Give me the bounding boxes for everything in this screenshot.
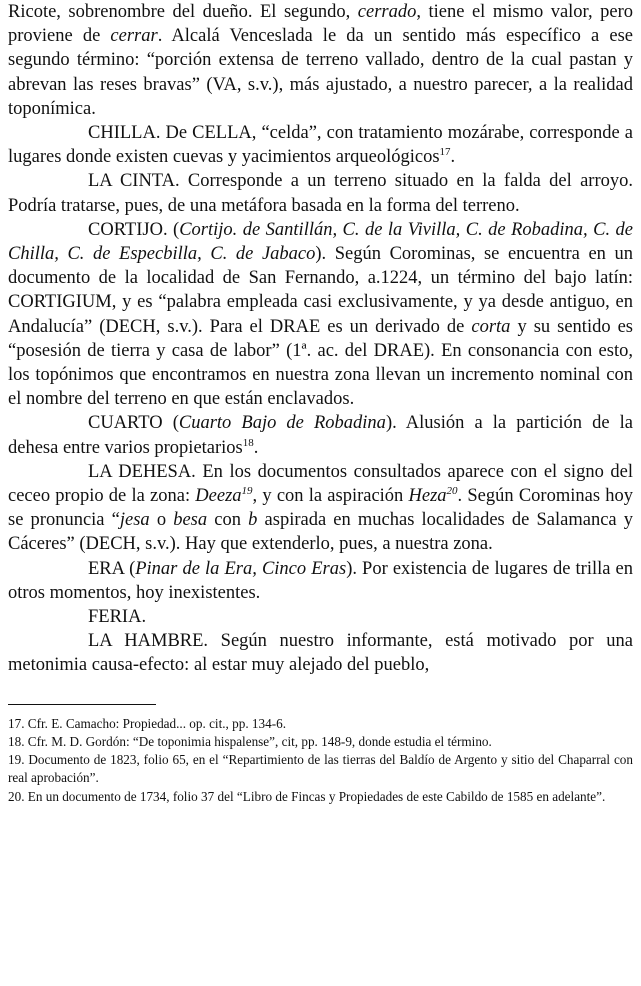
italic-text: Heza [408,486,447,507]
text-run: . [450,147,456,168]
text-run: FERIA. [88,607,147,628]
body-paragraph [8,121,633,169]
body-paragraph [8,460,633,557]
footnote-divider [8,704,156,705]
italic-text: corta [471,316,511,337]
text-run: . [253,437,259,458]
body-paragraph [8,605,633,629]
footnote-reference: 20 [446,484,458,497]
text-run: ERA ( [88,558,136,579]
text-run: . Alcalá Venceslada le da un sentido más específico a ese segundo término: “porción extensa de terreno vallado, dentro de la cual pastan y abrevan las reses bravas” (VA, s.v.), más ajustado, a nuestro parecer, a la realidad toponímica. [8,26,633,119]
italic-text: cerrar [110,26,158,47]
footnote-reference: 17 [439,146,451,159]
text-run: LA DEHESA. En los documentos consultados aparece con el signo del ceceo propio de la zona: [8,461,633,507]
text-run: CORTIJO. ( [88,219,180,240]
document-page [8,0,633,806]
text-run: , y con la aspiración [252,486,409,507]
body-paragraph [8,411,633,459]
italic-text: cerrado [357,2,417,22]
body-paragraph [8,629,633,677]
italic-text: b [248,510,258,531]
footnote: 19. Documento de 1823, folio 65, en el “Repartimiento de las tierras del Baldío de Argento y sitio del Chaparral con real aprobación”. [8,752,633,786]
text-run: . Según Corominas hoy se pronuncia “ [8,486,633,531]
body-text [8,0,633,678]
italic-text: Cuarto Bajo de Robadina [178,413,386,434]
text-run: ). Alusión a la partición de la dehesa entre varios propietarios [8,413,633,458]
text-run: CUARTO ( [88,413,179,434]
italic-text: besa [173,510,208,531]
text-run: con [207,510,249,531]
footnote: 17. Cfr. E. Camacho: Propiedad... op. cit., pp. 134-6. [8,715,286,731]
text-run: Ricote, sobrenombre del dueño. El segundo, [8,2,358,22]
footnote: 20. En un documento de 1734, folio 37 del “Libro de Fincas y Propiedades de este Cabildo de 1585 en adelante”. [8,788,606,804]
text-run: , tiene el mismo valor, pero proviene de [8,2,633,47]
text-run: LA HAMBRE. Según nuestro informante, está motivado por una metonimia causa-efecto: al estar muy alejado del pueblo, [8,631,633,676]
footnote-reference: 19 [241,484,253,497]
italic-text: Cortijo. de Santillán, C. de la Vivilla, C. de Robadina, C. de Chilla, C. de Especbilla, C. de Jabaco [8,219,634,265]
italic-text: jesa [119,510,150,531]
body-paragraph [8,0,633,121]
text-run: LA CINTA. Corresponde a un terreno situado en la falda del arroyo. Podría tratarse, pues, de una metáfora basada en la forma del terreno. [8,171,633,216]
body-paragraph [8,169,633,217]
text-run: ). Por existencia de lugares de trilla en otros momentos, hoy inexistentes. [8,558,633,603]
footnote: 18. Cfr. M. D. Gordón: “De toponimia hispalense”, cit, pp. 148-9, donde estudia el término. [8,733,492,749]
text-run: y su sentido es “posesión de tierra y casa de labor” (1ª. ac. del DRAE). En consonancia con esto, los topónimos que encontramos en nuestra zona llevan un incremento nominal con el nombre del terreno en que están enclavados. [8,316,633,410]
body-paragraph [8,218,633,412]
body-paragraph [8,557,633,605]
text-run: o [149,510,174,531]
footnotes [8,715,633,806]
footnote-reference: 18 [242,436,254,449]
text-run: ). Según Corominas, se encuentra en un documento de la localidad de San Fernando, a.1224, un término del bajo latín: CORTIGIUM, y es “palabra empleada casi exclusivamente, y ya desde antiguo, en Andalucía” (DECH, s.v.). Para el DRAE es un derivado de [8,244,633,337]
italic-text: Deeza [195,486,242,507]
text-run: CHILLA. De CELLA, “celda”, con tratamiento mozárabe, corresponde a lugares donde existen cuevas y yacimientos arqueológicos [8,123,633,168]
italic-text: Pinar de la Era, Cinco Eras [135,558,347,579]
text-run: aspirada en muchas localidades de Salamanca y Cáceres” (DECH, s.v.). Hay que extenderlo, pues, a nuestra zona. [8,510,634,555]
